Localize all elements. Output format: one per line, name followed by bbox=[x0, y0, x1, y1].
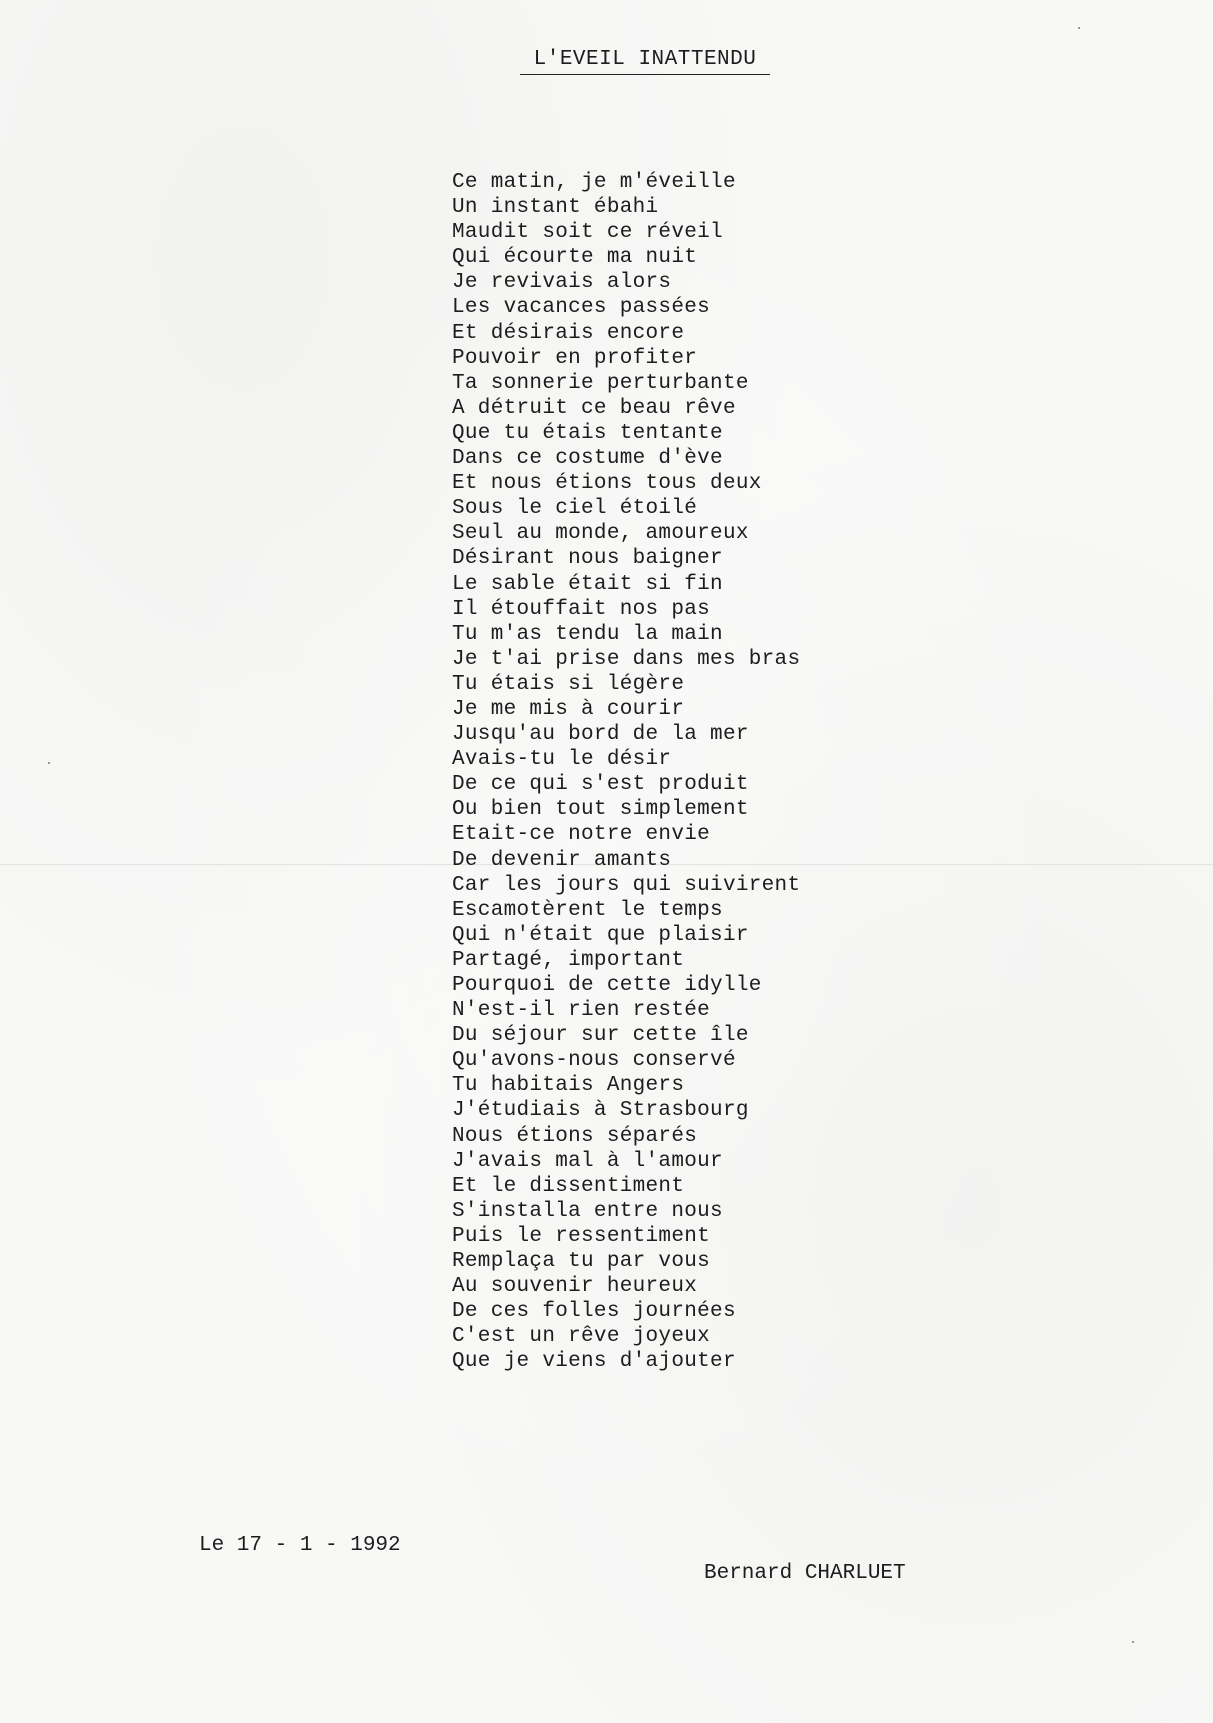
paper-speck bbox=[1132, 1641, 1134, 1643]
poem-line: Que je viens d'ajouter bbox=[452, 1350, 736, 1374]
paper-speck bbox=[1078, 27, 1080, 29]
poem-line: Qui n'était que plaisir bbox=[452, 923, 749, 947]
poem-line: Et nous étions tous deux bbox=[452, 472, 762, 496]
poem-line: Escamotèrent le temps bbox=[452, 898, 723, 922]
poem-line: Désirant nous baigner bbox=[452, 547, 723, 571]
poem-line: S'installa entre nous bbox=[452, 1199, 723, 1223]
poem-line: Jusqu'au bord de la mer bbox=[452, 723, 749, 747]
poem-line: Je t'ai prise dans mes bras bbox=[452, 647, 801, 671]
poem-line: Puis le ressentiment bbox=[452, 1224, 711, 1248]
poem-line: Car les jours qui suivirent bbox=[452, 873, 801, 897]
poem-line: Les vacances passées bbox=[452, 296, 711, 320]
poem-line: A détruit ce beau rêve bbox=[452, 396, 736, 420]
poem-line: Au souvenir heureux bbox=[452, 1275, 698, 1299]
poem-line: Le sable était si fin bbox=[452, 572, 723, 596]
paper-speck bbox=[48, 762, 50, 764]
poem-line: Tu m'as tendu la main bbox=[452, 622, 723, 646]
poem-line: Ta sonnerie perturbante bbox=[452, 371, 749, 395]
poem-line: Il étouffait nos pas bbox=[452, 597, 711, 621]
poem-line: Et désirais encore bbox=[452, 321, 685, 345]
poem-line: Tu étais si légère bbox=[452, 672, 685, 696]
poem-line: Que tu étais tentante bbox=[452, 421, 723, 445]
poem-line: Ce matin, je m'éveille bbox=[452, 171, 736, 194]
poem-date: Le 17 - 1 - 1992 bbox=[199, 1534, 401, 1557]
poem-line: De devenir amants bbox=[452, 848, 672, 872]
poem-line: Partagé, important bbox=[452, 948, 685, 972]
poem-line: Du séjour sur cette île bbox=[452, 1024, 749, 1048]
poem-line: Nous étions séparés bbox=[452, 1124, 698, 1148]
poem-line: De ce qui s'est produit bbox=[452, 773, 749, 797]
poem-line: Sous le ciel étoilé bbox=[452, 497, 698, 521]
poem-line: Et le dissentiment bbox=[452, 1174, 685, 1198]
poem-line: Je me mis à courir bbox=[452, 697, 685, 721]
poem-line: C'est un rêve joyeux bbox=[452, 1325, 711, 1349]
poem-line: Dans ce costume d'ève bbox=[452, 447, 723, 471]
poem-line: Etait-ce notre envie bbox=[452, 823, 711, 847]
poem-line: Remplaça tu par vous bbox=[452, 1250, 711, 1274]
poem-line: N'est-il rien restée bbox=[452, 999, 711, 1023]
poem-line: J'étudiais à Strasbourg bbox=[452, 1099, 749, 1123]
poem-line: Pouvoir en profiter bbox=[452, 346, 698, 370]
poem-line: Ou bien tout simplement bbox=[452, 798, 749, 822]
poem-line: Pourquoi de cette idylle bbox=[452, 974, 762, 997]
poem-line: De ces folles journées bbox=[452, 1300, 736, 1324]
poem-line: Tu habitais Angers bbox=[452, 1074, 685, 1098]
poem-line: Qui écourte ma nuit bbox=[452, 246, 698, 270]
poem-line: Seul au monde, amoureux bbox=[452, 522, 749, 546]
poem-line: Maudit soit ce réveil bbox=[452, 221, 723, 245]
poem-line: J'avais mal à l'amour bbox=[452, 1149, 723, 1173]
poem-body bbox=[452, 170, 800, 1375]
poem-line: Je revivais alors bbox=[452, 271, 672, 295]
poem-line: Un instant ébahi bbox=[452, 196, 659, 220]
poem-title: L'EVEIL INATTENDU bbox=[520, 48, 770, 75]
poem-author: Bernard CHARLUET bbox=[704, 1562, 906, 1585]
poem-line: Avais-tu le désir bbox=[452, 748, 672, 772]
poem-line: Qu'avons-nous conservé bbox=[452, 1049, 736, 1073]
